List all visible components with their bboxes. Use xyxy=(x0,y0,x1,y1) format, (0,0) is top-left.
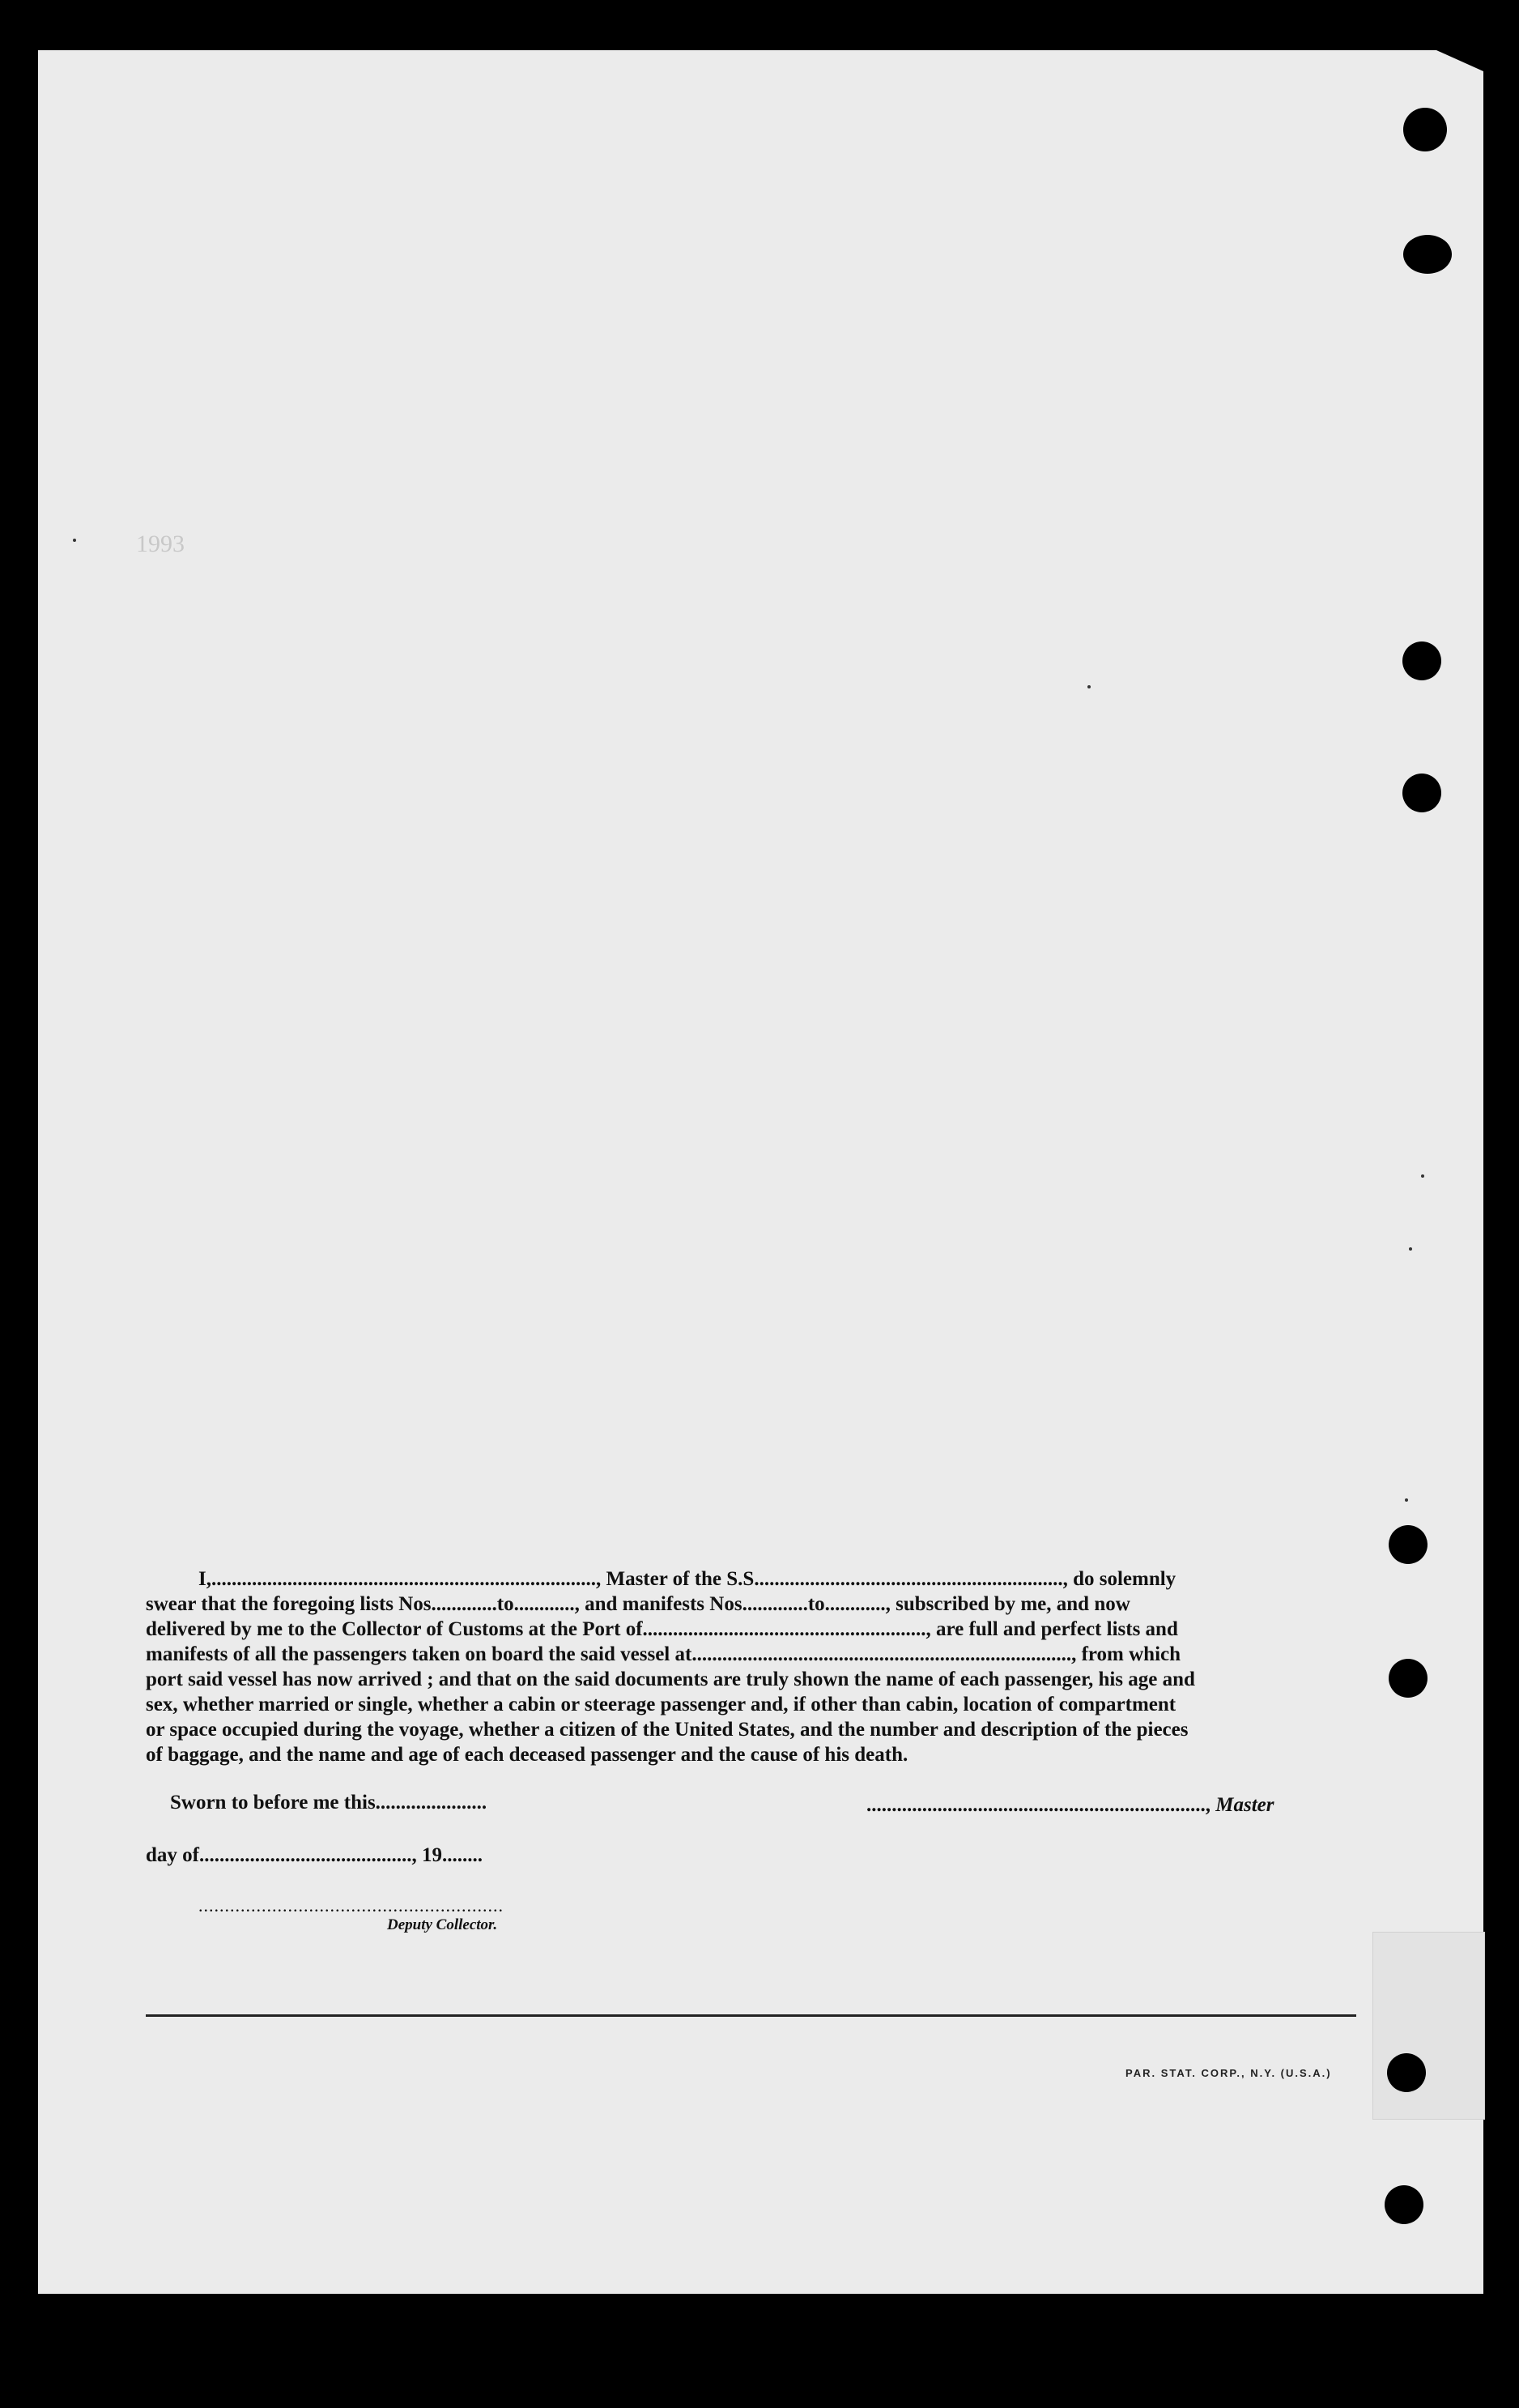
punch-hole xyxy=(1403,108,1447,151)
oath-paragraph xyxy=(146,1566,1357,1767)
printer-imprint: PAR. STAT. CORP., N.Y. (U.S.A.) xyxy=(1125,2067,1332,2079)
oath-line: sex, whether married or single, whether a cabin or steerage passenger and, if other than cabin, location of compartment xyxy=(146,1694,1176,1715)
master-dots: ..................................................................., xyxy=(866,1794,1216,1816)
speck xyxy=(1421,1174,1424,1178)
sworn-line: Sworn to before me this...................... xyxy=(170,1792,487,1813)
speck xyxy=(73,539,76,542)
master-signature-line xyxy=(866,1794,1274,1817)
oath-line: delivered by me to the Collector of Customs at the Port of........................................................, are full and perfect lists and xyxy=(146,1618,1178,1640)
oath-line: swear that the foregoing lists Nos.............to............, and manifests Nos.............to............, subscribed by me, and now xyxy=(146,1593,1130,1615)
speck xyxy=(1405,1498,1408,1502)
punch-hole xyxy=(1402,774,1441,812)
deputy-signature-line: .......................................................... xyxy=(198,1895,504,1916)
document-page xyxy=(38,50,1483,2294)
oath-line: manifests of all the passengers taken on board the said vessel at..........................................................................., from which xyxy=(146,1643,1181,1665)
master-label: Master xyxy=(1215,1794,1274,1816)
punch-hole xyxy=(1402,641,1441,680)
punch-hole xyxy=(1389,1525,1428,1564)
punch-hole xyxy=(1385,2185,1423,2224)
punch-hole xyxy=(1389,1659,1428,1698)
oath-line: or space occupied during the voyage, whether a citizen of the United States, and the number and description of the pieces xyxy=(146,1719,1189,1741)
stamp-area xyxy=(1372,1932,1485,2120)
faint-mark: 1993 xyxy=(136,531,185,557)
speck xyxy=(1409,1247,1412,1251)
deputy-collector-label: Deputy Collector. xyxy=(387,1916,498,1933)
punch-hole xyxy=(1403,235,1452,274)
oath-line: of baggage, and the name and age of each deceased passenger and the cause of his death. xyxy=(146,1744,908,1766)
punch-hole xyxy=(1387,2053,1426,2092)
day-of-line: day of.........................................., 19........ xyxy=(146,1844,483,1866)
oath-line: I,............................................................................, Master of the S.S............................................................., do solemnly xyxy=(198,1568,1176,1590)
speck xyxy=(1087,685,1091,688)
bottom-rule xyxy=(146,2014,1356,2017)
oath-line: port said vessel has now arrived ; and that on the said documents are truly shown the name of each passenger, his age and xyxy=(146,1669,1195,1690)
